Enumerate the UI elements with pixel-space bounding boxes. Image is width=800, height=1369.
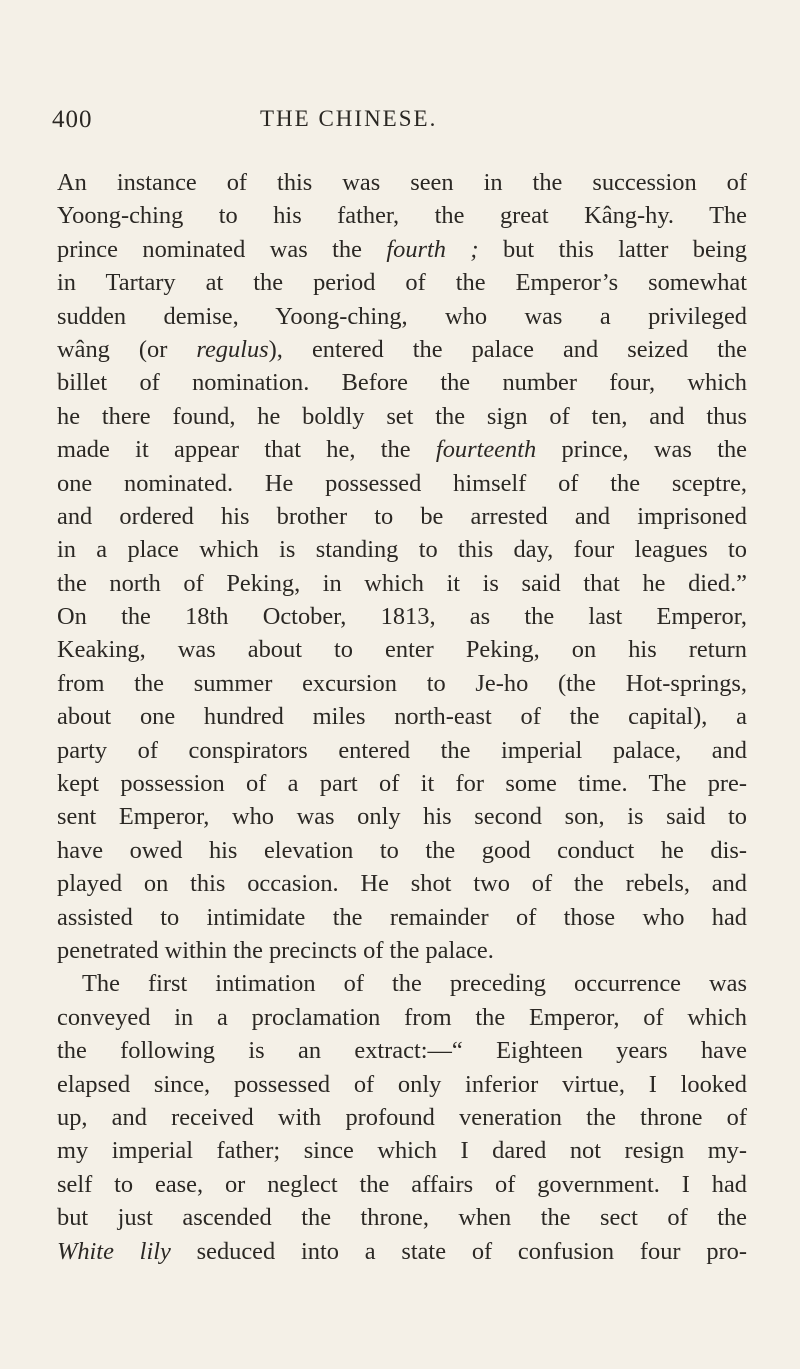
italic-text: fourth ; [386,235,479,263]
text-line [57,834,747,867]
text-line [57,600,747,633]
text-run: in a place which is standing to this day, four leagues to [57,536,747,564]
text-line [57,1001,747,1034]
text-line [57,233,747,266]
text-run: up, and received with profound veneration the throne of [57,1103,747,1131]
text-line [57,1034,747,1067]
text-line [57,266,747,299]
italic-text: regulus [196,335,269,363]
text-run: the following is an extract:—“ Eighteen years have [57,1037,747,1065]
text-line [57,300,747,333]
running-title: THE CHINESE. [260,106,438,131]
text-line [57,901,747,934]
text-line [57,1201,747,1234]
text-run: played on this occasion. He shot two of the rebels, and [57,870,747,898]
text-run: An instance of this was seen in the succession of [57,169,747,196]
text-line [57,800,747,833]
text-run: wâng (or [57,335,197,363]
text-run: billet of nomination. Before the number four, which [57,369,747,397]
text-line [57,500,747,533]
text-line [57,366,747,399]
text-line [57,767,747,800]
text-line [57,734,747,767]
italic-text: fourteenth [435,436,537,464]
text-run: Keaking, was about to enter Peking, on his return [57,636,747,664]
text-line [57,1101,747,1134]
text-run: Yoong-ching to his father, the great Kâng-hy. The [57,202,747,230]
text-line [57,633,747,666]
text-run: and ordered his brother to be arrested and imprisoned [57,502,747,530]
text-run: kept possession of a part of it for some time. The pre- [57,770,747,798]
text-line [57,467,747,500]
text-run: in Tartary at the period of the Emperor’s somewhat [57,269,747,297]
italic-text: White lily [57,1237,171,1265]
text-run: sudden demise, Yoong-ching, who was a privileged [57,302,747,330]
text-line [57,1134,747,1167]
text-run: ), entered the palace and seized the [268,335,748,363]
text-run: but this latter being [478,235,747,263]
text-run: conveyed in a proclamation from the Emperor, of which [57,1003,747,1031]
text-line [57,967,747,1000]
text-run: sent Emperor, who was only his second son, is said to [57,803,747,831]
text-run: about one hundred miles north-east of the capital), a [57,703,747,731]
text-run: party of conspirators entered the imperial palace, and [57,736,747,764]
text-line [57,199,747,232]
text-run: elapsed since, possessed of only inferior virtue, I looked [57,1070,747,1098]
text-line [57,1168,747,1201]
text-line [57,333,747,366]
text-run: but just ascended the throne, when the sect of the [57,1204,747,1232]
page-number: 400 [52,106,93,133]
text-line [57,567,747,600]
text-run: the north of Peking, in which it is said that he died.” [57,569,747,597]
text-line [57,1068,747,1101]
text-run: On the 18th October, 1813, as the last Emperor, [57,603,747,631]
running-head [52,106,752,138]
text-run: from the summer excursion to Je-ho (the Hot-springs, [57,669,747,697]
text-run: have owed his elevation to the good conduct he dis- [57,836,747,864]
body-text [57,166,747,1268]
text-run: assisted to intimidate the remainder of those who had [57,903,747,931]
text-run: one nominated. He possessed himself of the sceptre, [57,469,747,497]
text-run: made it appear that he, the [57,436,436,464]
text-line [57,166,747,199]
text-run: seduced into a state of confusion four pro- [170,1237,747,1265]
text-line [57,867,747,900]
text-run: self to ease, or neglect the affairs of government. I had [57,1170,747,1198]
text-line [57,934,747,967]
text-line [57,700,747,733]
text-run: penetrated within the precincts of the palace. [57,936,494,964]
text-line [57,1235,747,1268]
text-line [57,667,747,700]
text-run: prince, was the [536,436,747,464]
text-run: he there found, he boldly set the sign of ten, and thus [57,402,747,430]
text-run: The first intimation of the preceding occurrence was [82,970,747,998]
text-line [57,400,747,433]
text-run: prince nominated was the [57,235,387,263]
text-line [57,533,747,566]
text-line [57,433,747,466]
text-run: my imperial father; since which I dared not resign my- [57,1137,747,1165]
